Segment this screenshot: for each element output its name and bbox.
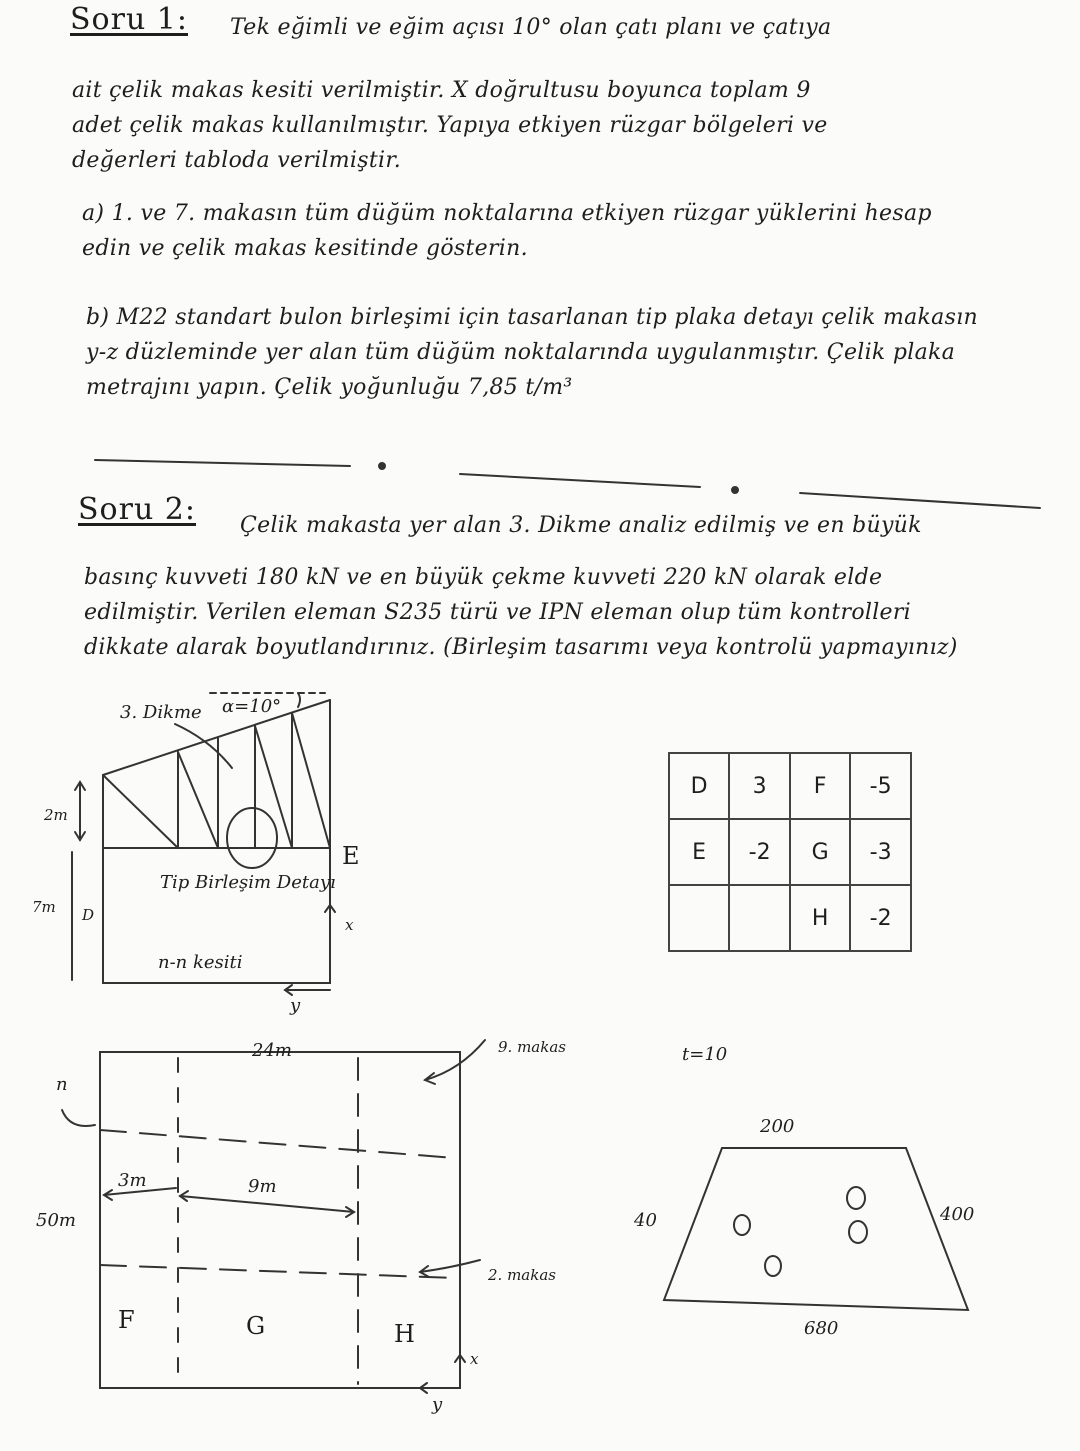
table-cell: G	[790, 819, 850, 885]
plan-dim-3m: 3m	[118, 1170, 147, 1191]
dim-7m-label: 7m	[32, 898, 56, 916]
table-cell: -2	[729, 819, 790, 885]
bolt-hole	[849, 1221, 867, 1243]
bolt-hole	[765, 1256, 781, 1276]
bolt-hole	[847, 1187, 865, 1209]
plate-right-dim: 400	[940, 1204, 975, 1225]
soru1-body: ait çelik makas kesiti verilmiştir. X doğrultusu boyunca toplam 9 adet çelik makas kullanılmıştır. Yapıya etkiyen rüzgar bölgeleri ve değerleri tabloda verilmiştir.	[72, 78, 828, 173]
truss-axis-x: x	[345, 916, 354, 934]
dim-2m-label: 2m	[44, 806, 68, 824]
plan-section-mark: n	[56, 1074, 68, 1095]
soru1-line-1: Tek eğimli ve eğim açısı 10° olan çatı planı ve çatıya	[230, 15, 832, 40]
table-cell: -5	[850, 753, 911, 819]
zone-h-label: H	[394, 1320, 415, 1348]
soru1-part-b: b) M22 standart bulon birleşimi için tasarlanan tip plaka detayı çelik makasın y-z düzleminde yer alan tüm düğüm noktalarında uygulanmıştır. Çelik plaka metrajını yapın. Çelik yoğunluğu 7,85 t/m³	[86, 305, 978, 400]
table-cell: 3	[729, 753, 790, 819]
zone-f-label: F	[118, 1306, 135, 1334]
table-cell: F	[790, 753, 850, 819]
table-cell: -2	[850, 885, 911, 951]
plate-top-dim: 200	[760, 1116, 795, 1137]
soru2-title: Soru 2:	[78, 492, 197, 527]
soru2-line-1: Çelik makasta yer alan 3. Dikme analiz edilmiş ve en büyük	[240, 513, 922, 538]
table-cell: H	[790, 885, 850, 951]
truss-axis-y: y	[290, 995, 301, 1016]
plate-outline	[664, 1148, 968, 1310]
table-cell: -3	[850, 819, 911, 885]
plate-left-dim: 40	[634, 1210, 657, 1231]
dikme-label: 3. Dikme	[120, 702, 202, 723]
table-cell: E	[669, 819, 729, 885]
zone-g-label: G	[246, 1312, 266, 1340]
section-label: n-n kesiti	[158, 952, 243, 973]
makas-9-label: 9. makas	[498, 1038, 566, 1056]
soru2-body: basınç kuvveti 180 kN ve en büyük çekme kuvveti 220 kN olarak elde edilmiştir. Verilen eleman S235 türü ve IPN eleman olup tüm kontrolleri dikkate alarak boyutlandırınız. (Birleşim tasarımı veya kontrolü yapmayınız)	[84, 565, 958, 660]
zone-e-label: E	[342, 842, 360, 870]
plate-thickness-label: t=10	[682, 1044, 728, 1065]
soru1-part-a: a) 1. ve 7. makasın tüm düğüm noktalarına etkiyen rüzgar yüklerini hesap edin ve çelik makas kesitinde gösterin.	[82, 201, 932, 261]
plate-bottom-dim: 680	[804, 1318, 839, 1339]
plan-axis-y: y	[432, 1394, 443, 1415]
plan-width-label: 24m	[252, 1040, 292, 1061]
zone-d-label: D	[82, 906, 95, 924]
soru1-title: Soru 1:	[70, 2, 189, 37]
alpha-label: α=10°	[222, 696, 282, 717]
bolt-hole	[734, 1215, 750, 1235]
table-cell: D	[669, 753, 729, 819]
detail-label: Tip Birleşim Detayı	[160, 872, 336, 893]
plan-dim-9m: 9m	[248, 1176, 277, 1197]
makas-2-label: 2. makas	[488, 1266, 556, 1284]
plan-length-label: 50m	[36, 1210, 76, 1231]
plan-axis-x: x	[470, 1350, 479, 1368]
